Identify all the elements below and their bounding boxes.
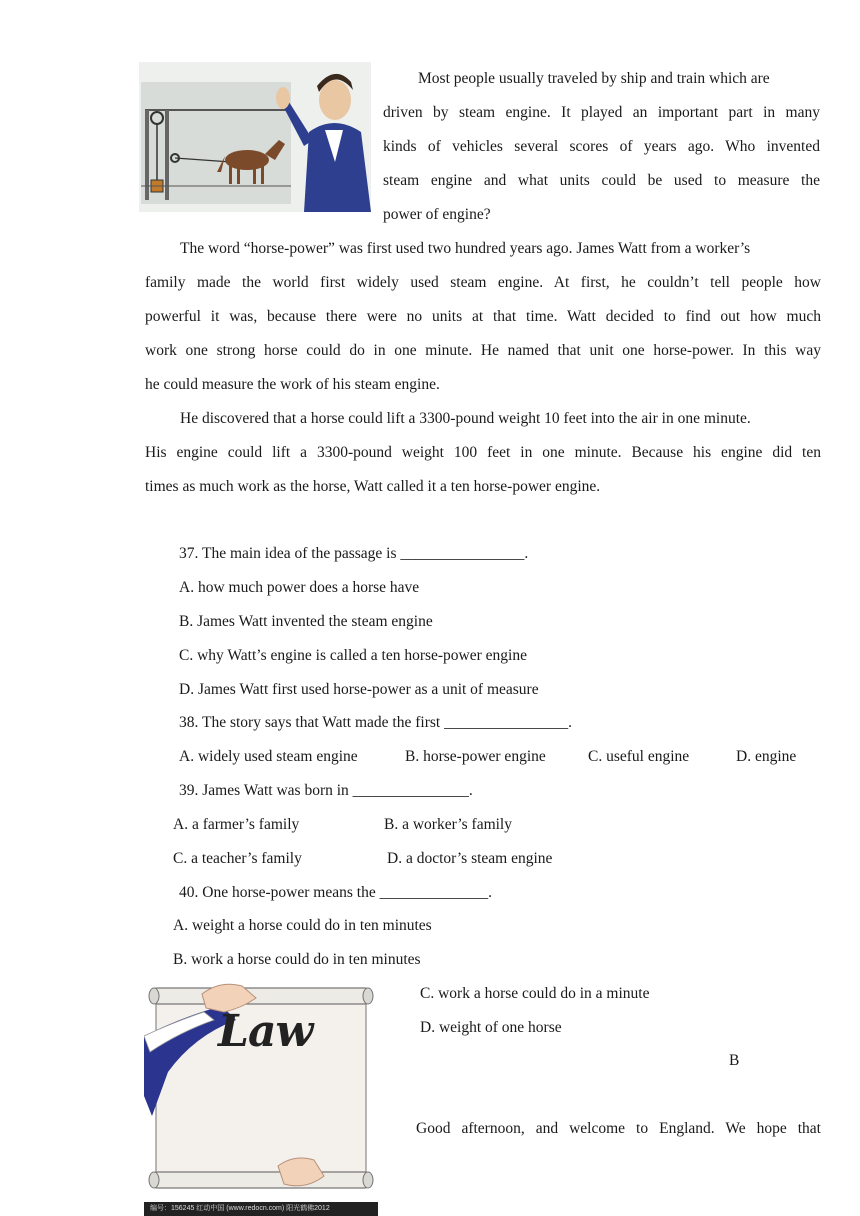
para2-line-3: powerful it was, because there were no units at that time. Watt decided to find out how much <box>145 308 821 325</box>
para2-line-2: family made the world first widely used steam engine. At first, he couldn’t tell people how <box>145 274 821 291</box>
q38-stem: 38. The story says that Watt made the first ________________. <box>179 714 572 731</box>
q38-option-b: B. horse-power engine <box>405 748 546 765</box>
q40-option-a: A. weight a horse could do in ten minutes <box>173 917 432 934</box>
para2-line-4: work one strong horse could do in one minute. He named that unit one horse-power. In this way <box>145 342 821 359</box>
section-b-first-line: Good afternoon, and welcome to England. We hope that <box>416 1120 821 1137</box>
q38-option-a: A. widely used steam engine <box>179 748 358 765</box>
intro-line-4: steam engine and what units could be used to measure the <box>383 172 820 189</box>
intro-line-3: kinds of vehicles several scores of years ago. Who invented <box>383 138 820 155</box>
watt-horse-illustration <box>139 62 371 212</box>
law-word: Law <box>218 1006 313 1057</box>
q40-option-b: B. work a horse could do in ten minutes <box>173 951 421 968</box>
q37-option-c: C. why Watt’s engine is called a ten horse-power engine <box>179 647 527 664</box>
q39-option-b: B. a worker’s family <box>384 816 512 833</box>
q39-option-d: D. a doctor’s steam engine <box>387 850 553 867</box>
q40-option-d: D. weight of one horse <box>420 1019 562 1036</box>
para3-line-3: times as much work as the horse, Watt called it a ten horse-power engine. <box>145 478 601 495</box>
q39-stem: 39. James Watt was born in _______________. <box>179 782 473 799</box>
q37-option-b: B. James Watt invented the steam engine <box>179 613 433 630</box>
para2-line-5: he could measure the work of his steam engine. <box>145 376 440 393</box>
q39-option-c: C. a teacher’s family <box>173 850 302 867</box>
q38-option-d: D. engine <box>736 748 797 765</box>
para3-line-2: His engine could lift a 3300-pound weight 100 feet in one minute. Because his engine did ten <box>145 444 821 461</box>
q37-option-a: A. how much power does a horse have <box>179 579 420 596</box>
image-watermark: 编号：156245 红动中国 (www.redocn.com) 阳光鹤佛2012 <box>144 1202 378 1216</box>
watt-horse-drawing <box>139 62 371 212</box>
law-scroll-illustration <box>144 976 378 1216</box>
q39-option-a: A. a farmer’s family <box>173 816 300 833</box>
intro-line-5: power of engine? <box>383 206 491 223</box>
q40-option-c: C. work a horse could do in a minute <box>420 985 650 1002</box>
q40-stem: 40. One horse-power means the ______________. <box>179 884 492 901</box>
para2-line-1: The word “horse-power” was first used two hundred years ago. James Watt from a worker’s <box>180 240 751 257</box>
para3-line-1: He discovered that a horse could lift a 3300-pound weight 10 feet into the air in one minute. <box>180 410 751 427</box>
intro-line-2: driven by steam engine. It played an important part in many <box>383 104 820 121</box>
q37-stem: 37. The main idea of the passage is ________________. <box>179 545 529 562</box>
q38-option-c: C. useful engine <box>588 748 690 765</box>
intro-line-1: Most people usually traveled by ship and train which are <box>418 70 770 87</box>
section-b-label: B <box>729 1052 740 1069</box>
q37-option-d: D. James Watt first used horse-power as a unit of measure <box>179 681 539 698</box>
